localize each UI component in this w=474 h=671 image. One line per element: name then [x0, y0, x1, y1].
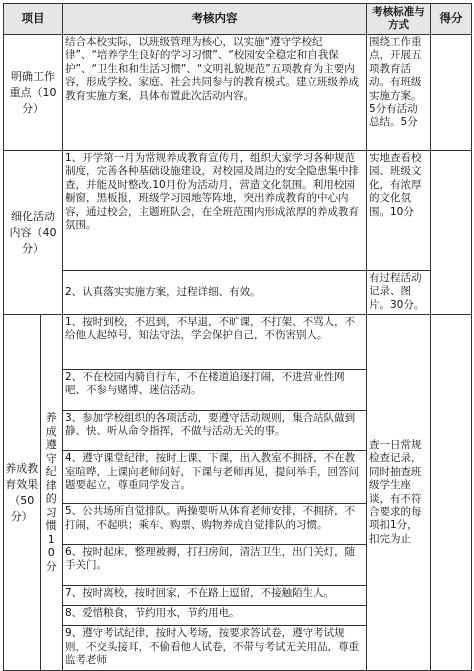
content-cell: 结合本校实际，以班级管理为核心，以实施“遵守学校纪律”、“培养学生良好的学习习惯”、“校园安全稳定和自我保护”、“卫生和和生活习惯”、“文明礼貌规范”五项教育为主要内容，形成学校、家庭、社会共同参与的教育模式。建立班级养成教育实施方案，具体布置此次活动内容。 [63, 35, 367, 151]
table-row [4, 315, 472, 370]
score-cell[interactable] [431, 35, 472, 151]
content-cell: 5、公共场所自觉排队。两操要听从体育老师安排，不拥挤，不打闹，不起哄；乘车、购票、购物养成自觉排队的习惯。 [63, 504, 367, 545]
table-row [4, 271, 472, 315]
content-cell: 4、遵守课堂纪律，按时上课、下课，出入教室不拥挤，不在教室喧哗，上课向老师问好，下课与老师再见，提问举手，回答问题要起立，尊重同学发言。 [63, 451, 367, 504]
content-cell: 7、按时离校，按时回家，不在路上逗留，不接触陌生人。 [63, 585, 367, 605]
standard-cell: 有过程活动记录、图片。30分。 [367, 271, 431, 315]
table-row [4, 35, 472, 151]
content-cell: 8、爱惜粮食，节约用水，节约用电。 [63, 605, 367, 625]
table-row [4, 151, 472, 271]
header-item: 项目 [4, 4, 63, 35]
content-cell: 6、按时起床，整理被褥，打扫房间，清洁卫生，出门关灯，随手关门。 [63, 544, 367, 585]
category-cell: 细化活动内容（40分） [4, 151, 63, 315]
category-cell: 养成教育效果（50分） [5, 461, 39, 523]
header-standard: 考核标准与方式 [367, 4, 431, 35]
category-cell: 明确工作重点（10分） [4, 35, 63, 151]
header-score: 得分 [431, 4, 472, 35]
standard-cell: 实地查看校园、班级文化，有浓厚的文化氛围。10分 [367, 151, 431, 271]
sub-category-cell [40, 315, 62, 670]
category-section3 [4, 315, 63, 671]
content-cell: 2、不在校园内骑自行车，不在楼道追逐打闹，不进营业性网吧、不参与赌博、迷信活动。 [63, 369, 367, 410]
sub-category-label: 养成遵守纪律的习惯10分 [45, 411, 57, 573]
category-split [4, 315, 62, 670]
content-cell: 1、按时到校，不迟到，不早退，不旷课，不打架、不骂人，不给他人起绰号，知法守法，学会保护自己，不伤害别人。 [63, 315, 367, 370]
content-cell: 2、认真落实实施方案，过程详细、有效。 [63, 271, 367, 315]
standard-cell: 查一日常规检查记录，同时抽查班级学生座谈，有不符合要求的每项扣1分，扣完为止 [367, 315, 431, 671]
content-cell: 1、开学第一月为常规养成教育宣传月，组织大家学习各种规范制度，完善各种基础设施建设，对校园及周边的安全隐患集中排查，并能及时整改.10月份为活动月，营造文化氛围。利用校园橱窗，黑板报，班级学习园地等阵地，突出养成教育的中心内容，通过校会，主题班队会，在全班范围内形成浓厚的养成教育氛围。 [63, 151, 367, 271]
standard-cell: 围绕工作重点，开展五项教育活动。有班级实施方案。5分有活动总结。5分 [367, 35, 431, 151]
assessment-table [3, 3, 472, 671]
score-cell[interactable] [431, 151, 472, 315]
header-content: 考核内容 [63, 4, 367, 35]
score-cell[interactable] [431, 315, 472, 671]
content-cell: 9、遵守考试纪律，按时入考场，按要求答试卷，遵守考试规则，不交头接耳，不偷看他人试卷，不带与考试无关用品，尊重监考老师 [63, 626, 367, 671]
header-row [4, 4, 472, 35]
content-cell: 3、参加学校组织的各项活动，要遵守活动规则，集合站队做到静、快、听从命令指挥，不做与活动无关的事。 [63, 410, 367, 451]
